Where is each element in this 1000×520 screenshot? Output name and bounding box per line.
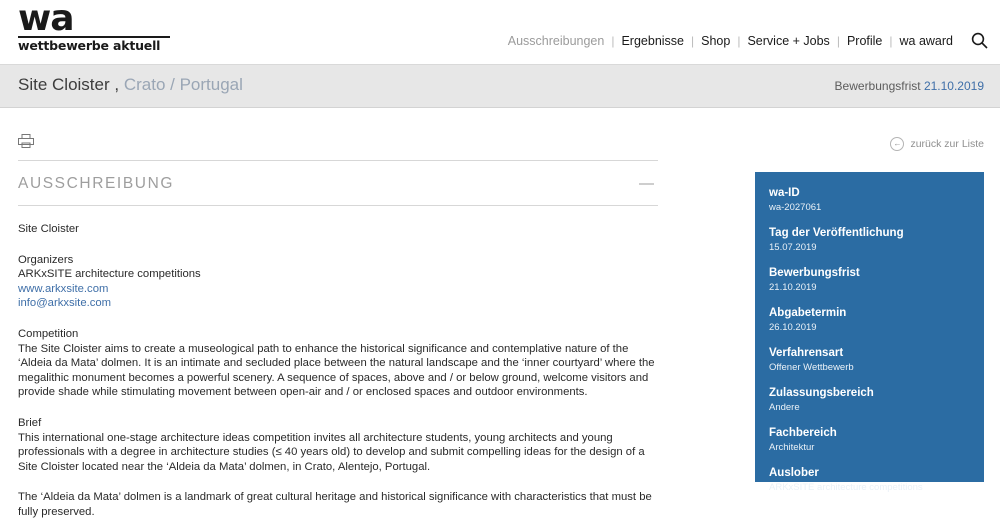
info-value: Andere	[769, 402, 800, 413]
info-value: Architektur	[769, 442, 815, 453]
info-panel	[755, 172, 984, 493]
back-to-list-label: zurück zur Liste	[910, 138, 984, 150]
page-content	[0, 108, 1000, 518]
logo-mark: wa	[18, 0, 74, 39]
info-item-publication-date	[769, 226, 970, 255]
info-item-client	[769, 466, 970, 495]
print-row	[18, 134, 658, 161]
nav-separator: |	[889, 34, 893, 48]
logo[interactable]	[18, 2, 218, 53]
nav-item-service-jobs[interactable]: Service + Jobs	[747, 34, 830, 48]
site-header	[0, 0, 1000, 65]
info-key: Auslober	[769, 467, 819, 479]
section-header-ausschreibung[interactable]	[18, 161, 658, 206]
brief-text: This international one-stage architecture ideas competition invites all architecture students, young architects and young professionals with a degree in architecture studies (≤ 40 years old) to develop and submit compelling ideas for the design of a Site Cloister located near the ‘Aldeia da Mata’ dolmen, in Crato, Alentejo, Portugal.	[18, 431, 645, 473]
info-key: Zulassungsbereich	[769, 387, 874, 399]
nav-item-profile[interactable]: Profile	[846, 34, 883, 48]
page-title-bar	[0, 65, 1000, 108]
brief-label: Brief	[18, 416, 42, 429]
info-item-application-deadline	[769, 266, 970, 295]
info-item-procedure-type	[769, 346, 970, 375]
nav-separator: |	[836, 34, 840, 48]
info-key: Abgabetermin	[769, 307, 847, 319]
nav-item-wa-award[interactable]: wa award	[899, 34, 953, 48]
info-value: wa-2027061	[769, 202, 822, 213]
back-to-list-link[interactable]	[755, 134, 984, 154]
section-body	[18, 222, 658, 520]
organizers-label: Organizers	[18, 253, 74, 266]
deadline-badge	[835, 79, 984, 93]
info-key: Tag der Veröffentlichung	[769, 227, 904, 239]
nav-separator: |	[691, 34, 695, 48]
info-value: Offener Wettbewerb	[769, 362, 854, 373]
info-value: 26.10.2019	[769, 322, 817, 333]
main-navigation	[501, 34, 960, 48]
info-value: ARKxSITE architecture competitions	[769, 482, 923, 493]
info-item-wa-id	[769, 186, 970, 215]
brief-block	[18, 416, 658, 474]
info-key: wa-ID	[769, 187, 800, 199]
nav-separator: |	[611, 34, 615, 48]
info-item-submission-date	[769, 306, 970, 335]
closing-text: The ‘Aldeia da Mata’ dolmen is a landmark of great cultural heritage and historical significance with characteristics that must be fully preserved.	[18, 491, 652, 518]
page-title-location: Crato / Portugal	[123, 75, 243, 94]
nav-separator: |	[737, 34, 741, 48]
info-key: Fachbereich	[769, 427, 837, 439]
info-value: 21.10.2019	[769, 282, 817, 293]
organizers-email-link[interactable]: info@arkxsite.com	[18, 297, 112, 310]
competition-block	[18, 327, 658, 400]
collapse-icon[interactable]: —	[639, 175, 654, 192]
deadline-date: 21.10.2019	[923, 79, 984, 93]
nav-item-ausschreibungen[interactable]: Ausschreibungen	[507, 34, 605, 48]
info-item-discipline	[769, 426, 970, 455]
competition-label: Competition	[18, 327, 79, 340]
organizers-website-link[interactable]: www.arkxsite.com	[18, 282, 109, 295]
page-title	[18, 75, 243, 95]
info-value: 15.07.2019	[769, 242, 817, 253]
main-column	[18, 108, 658, 520]
section-title: AUSSCHREIBUNG	[18, 175, 175, 192]
info-item-admission-area	[769, 386, 970, 415]
organizers-block	[18, 253, 658, 311]
project-name: Site Cloister	[18, 223, 79, 235]
logo-wordmark: wettbewerbe aktuell	[18, 36, 170, 53]
competition-text: The Site Cloister aims to create a museological path to enhance the historical significance and contemplative nature of the ‘Aldeia da Mata’ dolmen. It is an intimate and secluded place between the natural landscape and the ‘inner courtyard’ where the megalithic monument becomes a powerful scenery. A sequence of spaces, above and / or below ground, welcome visitors and provide shade while stimulating movement between open-air and / or enclosed spaces and outdoor environments.	[18, 342, 655, 399]
deadline-label: Bewerbungsfrist	[834, 79, 921, 93]
sidebar	[755, 108, 984, 493]
nav-item-shop[interactable]: Shop	[701, 34, 731, 48]
printer-icon[interactable]	[18, 134, 34, 148]
page-title-project: Site Cloister ,	[18, 75, 120, 94]
info-key: Verfahrensart	[769, 347, 844, 359]
nav-item-ergebnisse[interactable]: Ergebnisse	[621, 34, 685, 48]
organizers-name: ARKxSITE architecture competitions	[18, 268, 201, 281]
search-icon[interactable]	[971, 32, 988, 49]
info-key: Bewerbungsfrist	[769, 267, 860, 279]
arrow-left-icon: ←	[890, 137, 904, 151]
